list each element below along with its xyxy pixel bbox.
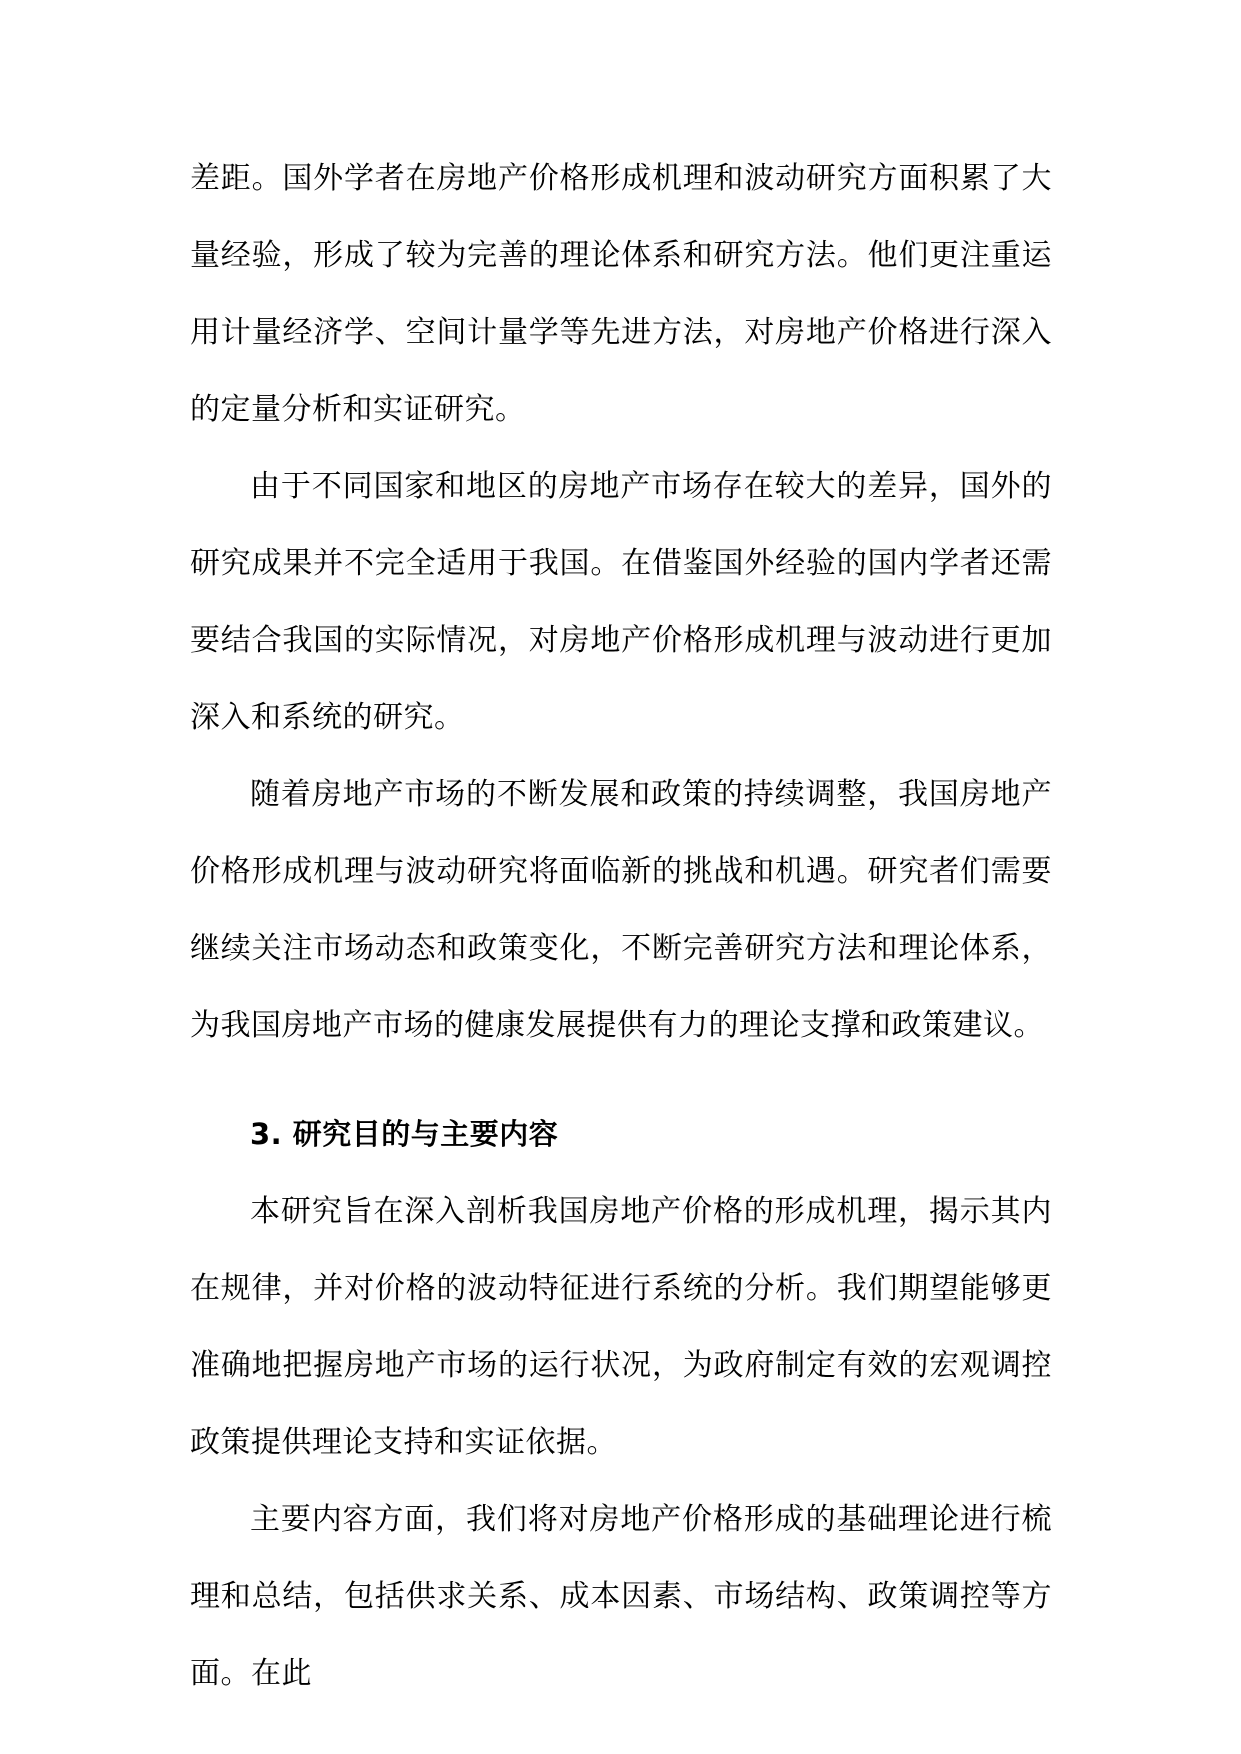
paragraph-outlook: 随着房地产市场的不断发展和政策的持续调整，我国房地产价格形成机理与波动研究将面临新的挑战和机遇。研究者们需要继续关注市场动态和政策变化，不断完善研究方法和理论体系，为我国房地产市场的健康发展提供有力的理论支撑和政策建议。 [190, 777, 1052, 1043]
paragraph-main-content: 主要内容方面，我们将对房地产价格形成的基础理论进行梳理和总结，包括供求关系、成本因素、市场结构、政策调控等方面。在此 [190, 1502, 1052, 1691]
section-spacer [190, 1064, 1052, 1096]
paragraph-foreign-research: 由于不同国家和地区的房地产市场存在较大的差异，国外的研究成果并不完全适用于我国。在借鉴国外经验的国内学者还需要结合我国的实际情况，对房地产价格形成机理与波动进行更加深入和系统的研究。 [190, 469, 1052, 735]
page-body [190, 140, 1052, 1712]
section-heading: 3. 研究目的与主要内容 [250, 1117, 559, 1151]
paragraph-research-purpose: 本研究旨在深入剖析我国房地产价格的形成机理，揭示其内在规律，并对价格的波动特征进行系统的分析。我们期望能够更准确地把握房地产市场的运行状况，为政府制定有效的宏观调控政策提供理论支持和实证依据。 [190, 1194, 1052, 1460]
paragraph-continued: 差距。国外学者在房地产价格形成机理和波动研究方面积累了大量经验，形成了较为完善的理论体系和研究方法。他们更注重运用计量经济学、空间计量学等先进方法，对房地产价格进行深入的定量分析和实证研究。 [190, 161, 1052, 427]
